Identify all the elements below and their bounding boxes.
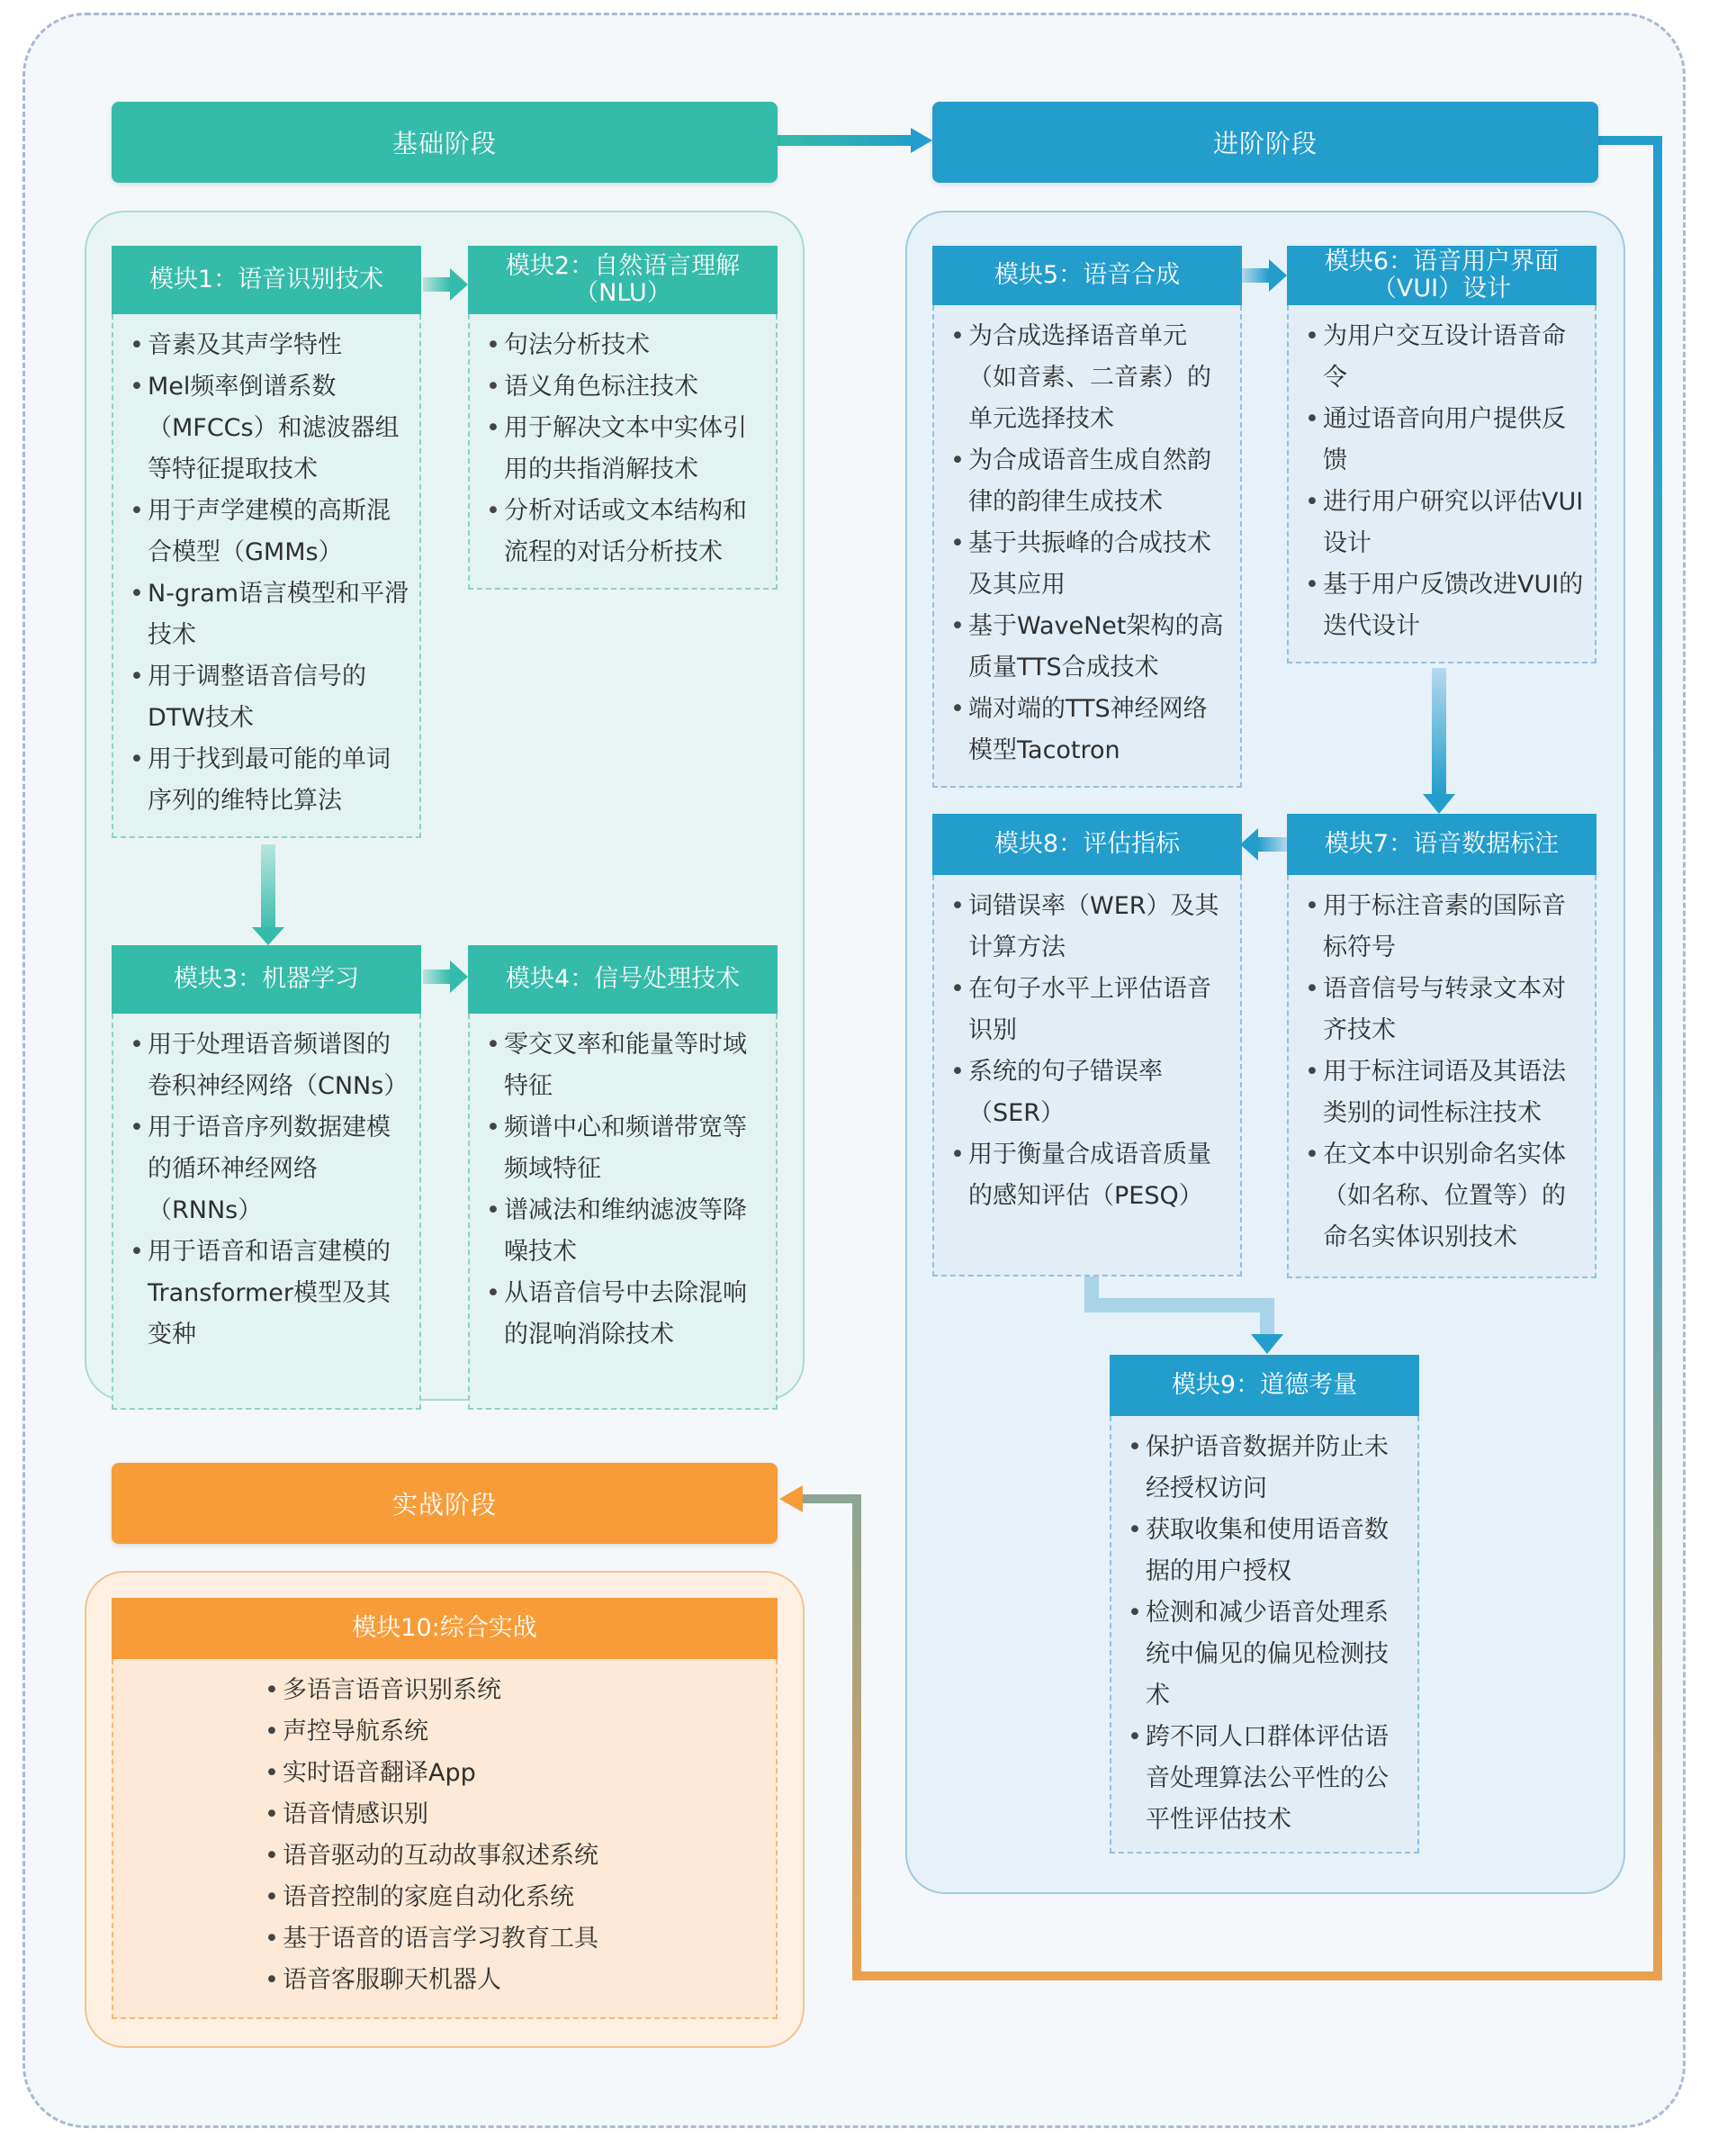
module-body (1287, 875, 1597, 1278)
module-list-item: • 词错误率（WER）及其计算方法 (950, 886, 1231, 969)
module-list-item: • 用于声学建模的高斯混合模型（GMMs） (130, 491, 410, 573)
module-title: 模块6：语音用户界面（VUI）设计 (1287, 246, 1597, 305)
module-title: 模块9：道德考量 (1110, 1355, 1419, 1416)
module-list-item: • 零交叉率和能量等时域特征 (486, 1024, 767, 1107)
module-list-item: • 从语音信号中去除混响的混响消除技术 (486, 1273, 767, 1356)
module-item-list (1128, 1427, 1408, 1841)
module-body (1287, 305, 1597, 663)
module-3-card (112, 945, 421, 1410)
module-list-item: • 句法分析技术 (486, 325, 767, 366)
module-item-list (130, 325, 410, 822)
module-title: 模块1：语音识别技术 (112, 246, 421, 314)
module-title: 模块5：语音合成 (932, 246, 1242, 305)
module-5-card (932, 246, 1242, 788)
phase-practice-bar: 实战阶段 (112, 1463, 778, 1544)
module-body (468, 314, 778, 590)
module-4-card (468, 945, 778, 1410)
module-list-item: • Mel频率倒谱系数（MFCCs）和滤波器组等特征提取技术 (130, 366, 410, 491)
module-list-item: • 通过语音向用户提供反馈 (1305, 399, 1586, 482)
module-title: 模块7：语音数据标注 (1287, 814, 1597, 875)
module-list-item: • 用于语音序列数据建模的循环神经网络（RNNs） (130, 1107, 410, 1231)
module-list-item: • 保护语音数据并防止未经授权访问 (1128, 1427, 1408, 1510)
module-item-list (1305, 886, 1586, 1258)
module-list-item: • 基于用户反馈改进VUI的迭代设计 (1305, 564, 1586, 647)
module-list-item: • 基于语音的语言学习教育工具 (265, 1918, 767, 1960)
module-list-item: • 基于共振峰的合成技术及其应用 (950, 523, 1231, 606)
module-list-item: • 实时语音翻译App (265, 1753, 767, 1794)
module-item-list (130, 1024, 410, 1356)
module-title: 模块2：自然语言理解（NLU） (468, 246, 778, 314)
module-list-item: • 频谱中心和频谱带宽等频域特征 (486, 1107, 767, 1190)
module-list-item: • 获取收集和使用语音数据的用户授权 (1128, 1510, 1408, 1592)
module-list-item: • 多语言语音识别系统 (265, 1670, 767, 1711)
module-list-item: • 音素及其声学特性 (130, 325, 410, 366)
phase-basic-bar: 基础阶段 (112, 102, 778, 183)
module-list-item: • 用于调整语音信号的DTW技术 (130, 656, 410, 739)
module-body (1110, 1416, 1419, 1854)
module-7-card (1287, 814, 1597, 1278)
module-list-item: • 用于处理语音频谱图的卷积神经网络（CNNs） (130, 1024, 410, 1107)
module-2-card (468, 246, 778, 590)
module-list-item: • 系统的句子错误率（SER） (950, 1051, 1231, 1134)
module-item-list (950, 886, 1231, 1217)
module-list-item: • 语音情感识别 (265, 1794, 767, 1836)
module-list-item: • 用于标注词语及其语法类别的词性标注技术 (1305, 1051, 1586, 1134)
module-list-item: • 语音客服聊天机器人 (265, 1960, 767, 2001)
module-list-item: • 跨不同人口群体评估语音处理算法公平性的公平性评估技术 (1128, 1717, 1408, 1841)
module-list-item: • 端对端的TTS神经网络模型Tacotron (950, 689, 1231, 771)
module-list-item: • 为合成语音生成自然韵律的韵律生成技术 (950, 440, 1231, 523)
module-body (112, 1659, 778, 2019)
module-1-card (112, 246, 421, 838)
module-6-card (1287, 246, 1597, 663)
module-body (468, 1014, 778, 1410)
module-item-list (950, 316, 1231, 771)
module-list-item: • 在文本中识别命名实体（如名称、位置等）的命名实体识别技术 (1305, 1134, 1586, 1258)
module-item-list (1305, 316, 1586, 647)
module-title: 模块3：机器学习 (112, 945, 421, 1014)
module-list-item: • 语音信号与转录文本对齐技术 (1305, 969, 1586, 1051)
module-9-card (1110, 1355, 1419, 1854)
module-item-list (486, 1024, 767, 1356)
module-list-item: • 语义角色标注技术 (486, 366, 767, 408)
module-list-item: • 声控导航系统 (265, 1711, 767, 1753)
module-10-card (112, 1598, 778, 2019)
module-item-list (486, 325, 767, 573)
module-title: 模块4：信号处理技术 (468, 945, 778, 1014)
module-list-item: • 为合成选择语音单元（如音素、二音素）的单元选择技术 (950, 316, 1231, 440)
phase-advanced-bar: 进阶阶段 (932, 102, 1598, 183)
module-title: 模块8：评估指标 (932, 814, 1242, 875)
module-list-item: • 基于WaveNet架构的高质量TTS合成技术 (950, 606, 1231, 689)
module-list-item: • 谱减法和维纳滤波等降噪技术 (486, 1190, 767, 1273)
module-list-item: • 检测和减少语音处理系统中偏见的偏见检测技术 (1128, 1592, 1408, 1717)
module-body (932, 305, 1242, 788)
module-body (112, 1014, 421, 1410)
module-body (932, 875, 1242, 1276)
module-item-list (130, 1670, 767, 2001)
module-list-item: • 进行用户研究以评估VUI设计 (1305, 482, 1586, 564)
module-list-item: • 用于解决文本中实体引用的共指消解技术 (486, 408, 767, 491)
module-8-card (932, 814, 1242, 1276)
module-list-item: • 语音控制的家庭自动化系统 (265, 1877, 767, 1918)
module-list-item: • 分析对话或文本结构和流程的对话分析技术 (486, 491, 767, 573)
module-list-item: • 为用户交互设计语音命令 (1305, 316, 1586, 399)
module-list-item: • 在句子水平上评估语音识别 (950, 969, 1231, 1051)
module-list-item: • 语音驱动的互动故事叙述系统 (265, 1836, 767, 1877)
module-list-item: • 用于找到最可能的单词序列的维特比算法 (130, 739, 410, 822)
module-list-item: • N-gram语言模型和平滑技术 (130, 573, 410, 656)
module-list-item: • 用于标注音素的国际音标符号 (1305, 886, 1586, 969)
module-body (112, 314, 421, 838)
module-list-item: • 用于衡量合成语音质量的感知评估（PESQ） (950, 1134, 1231, 1217)
module-list-item: • 用于语音和语言建模的Transformer模型及其变种 (130, 1231, 410, 1356)
module-title: 模块10:综合实战 (112, 1598, 778, 1659)
